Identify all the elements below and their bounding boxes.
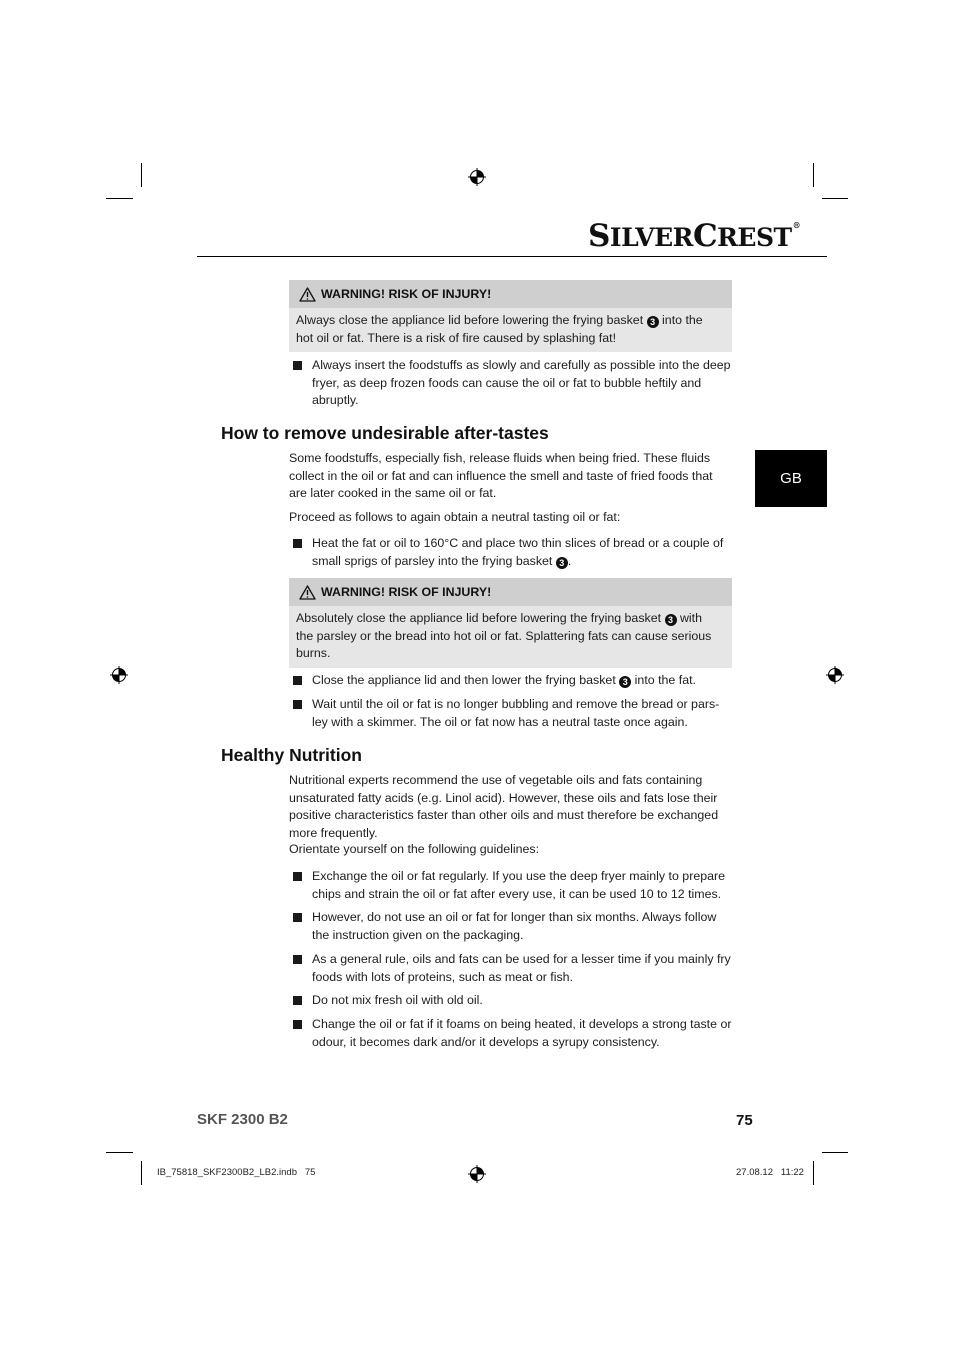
silvercrest-logo: SILVERCREST® <box>588 218 801 254</box>
paragraph: Orientate yourself on the following guidelines: <box>289 842 540 856</box>
list-item <box>293 696 733 731</box>
crop-mark <box>813 1161 814 1185</box>
registration-mark-icon <box>468 1165 486 1183</box>
list-item-text-part: into the fat. <box>634 673 696 687</box>
language-tab: GB <box>755 450 827 507</box>
list-item-text: Exchange the oil or fat regularly. If you use the deep fryer mainly to prepare chips and strain the oil or fat after every use, it can be used 10 to 12 times. <box>312 869 726 901</box>
paragraph: Proceed as follows to again obtain a neutral tasting oil or fat: <box>289 510 621 524</box>
bullet-square-icon <box>293 676 302 685</box>
section-heading: Healthy Nutrition <box>221 745 362 765</box>
list-item <box>293 357 733 410</box>
list-item-text: As a general rule, oils and fats can be used for a lesser time if you mainly fry foods with lots of proteins, such as meat or fish. <box>312 952 731 984</box>
list-item <box>293 1016 733 1051</box>
list-item-text: Change the oil or fat if it foams on being heated, it develops a strong taste or odour, it becomes dark and/or it develops a syrupy consistency. <box>312 1017 732 1049</box>
bullet-square-icon <box>293 539 302 548</box>
registration-mark-icon <box>110 666 128 684</box>
warning-text-part: Absolutely close the appliance lid before lowering the frying basket <box>296 611 662 625</box>
crop-mark <box>141 1161 142 1185</box>
list-item <box>293 535 733 570</box>
crop-mark <box>822 198 848 199</box>
header-rule <box>197 256 827 257</box>
warning-triangle-icon <box>299 287 316 302</box>
warning-box <box>289 578 732 668</box>
paragraph: Nutritional experts recommend the use of vegetable oils and fats containing unsaturated fatty acids (e.g. Linol acid). However, these oils and fats lose their positive characteristics faster than other oils and must therefore be exchanged more frequently. <box>289 773 719 840</box>
warning-text <box>289 308 732 352</box>
model-number: SKF 2300 B2 <box>197 1111 288 1128</box>
crop-mark <box>106 198 133 199</box>
part-reference-badge: 3 <box>665 614 677 626</box>
crop-mark <box>813 163 814 187</box>
bullet-square-icon <box>293 913 302 922</box>
page-number: 75 <box>736 1112 753 1129</box>
warning-header <box>289 578 732 606</box>
warning-title: WARNING! RISK OF INJURY! <box>321 585 492 599</box>
warning-header <box>289 280 732 308</box>
warning-box <box>289 280 732 352</box>
registration-mark-icon <box>468 168 486 186</box>
warning-text <box>289 606 732 668</box>
list-item <box>293 992 733 1010</box>
list-item-text <box>312 535 733 570</box>
list-item-text <box>312 672 696 690</box>
crop-mark <box>106 1152 133 1153</box>
date-slug: 27.08.12 11:22 <box>736 1167 804 1178</box>
bullet-square-icon <box>293 996 302 1005</box>
warning-triangle-icon <box>299 585 316 600</box>
list-item-text-part: . <box>567 553 572 568</box>
part-reference-badge: 3 <box>556 557 568 569</box>
list-item-text: Do not mix fresh oil with old oil. <box>312 993 483 1007</box>
part-reference-badge: 3 <box>619 676 631 688</box>
list-item <box>293 868 733 903</box>
list-item-text-part: Close the appliance lid and then lower the frying basket <box>312 673 616 687</box>
part-reference-badge: 3 <box>647 316 659 328</box>
bullet-square-icon <box>293 700 302 709</box>
bullet-square-icon <box>293 955 302 964</box>
crop-mark <box>141 163 142 187</box>
list-item <box>293 951 733 986</box>
warning-title: WARNING! RISK OF INJURY! <box>321 287 492 301</box>
warning-text-part: with the parsley or the bread into hot oil or fat. Splattering fats can cause serious burns. <box>296 611 712 660</box>
bullet-square-icon <box>293 872 302 881</box>
list-item-text: Wait until the oil or fat is no longer bubbling and remove the bread or pars-ley with a skimmer. The oil or fat now has a neutral taste once again. <box>312 697 720 729</box>
section-heading: How to remove undesirable after-tastes <box>221 423 549 443</box>
list-item-text: However, do not use an oil or fat for longer than six months. Always follow the instruction given on the packaging. <box>312 910 717 942</box>
registration-mark-icon <box>826 666 844 684</box>
warning-text-part: into the hot oil or fat. There is a risk of fire caused by splashing fat! <box>296 313 703 345</box>
list-item <box>293 909 733 944</box>
file-slug: IB_75818_SKF2300B2_LB2.indb 75 <box>157 1167 316 1178</box>
bullet-square-icon <box>293 361 302 370</box>
list-item-text-part: Heat the fat or oil to 160°C and place two thin slices of bread or a couple of small sprigs of parsley into the frying basket <box>312 536 724 568</box>
warning-text-part: Always close the appliance lid before lowering the frying basket <box>296 313 644 327</box>
crop-mark <box>822 1152 848 1153</box>
bullet-square-icon <box>293 1020 302 1029</box>
list-item-text: Always insert the foodstuffs as slowly and carefully as possible into the deep fryer, as deep frozen foods can cause the oil or fat to bubble heftily and abruptly. <box>312 358 731 407</box>
list-item <box>293 672 733 690</box>
paragraph: Some foodstuffs, especially fish, release fluids when being fried. These fluids collect in the oil or fat and can influence the smell and taste of fried foods that are later cooked in the same oil or fat. <box>289 451 713 500</box>
